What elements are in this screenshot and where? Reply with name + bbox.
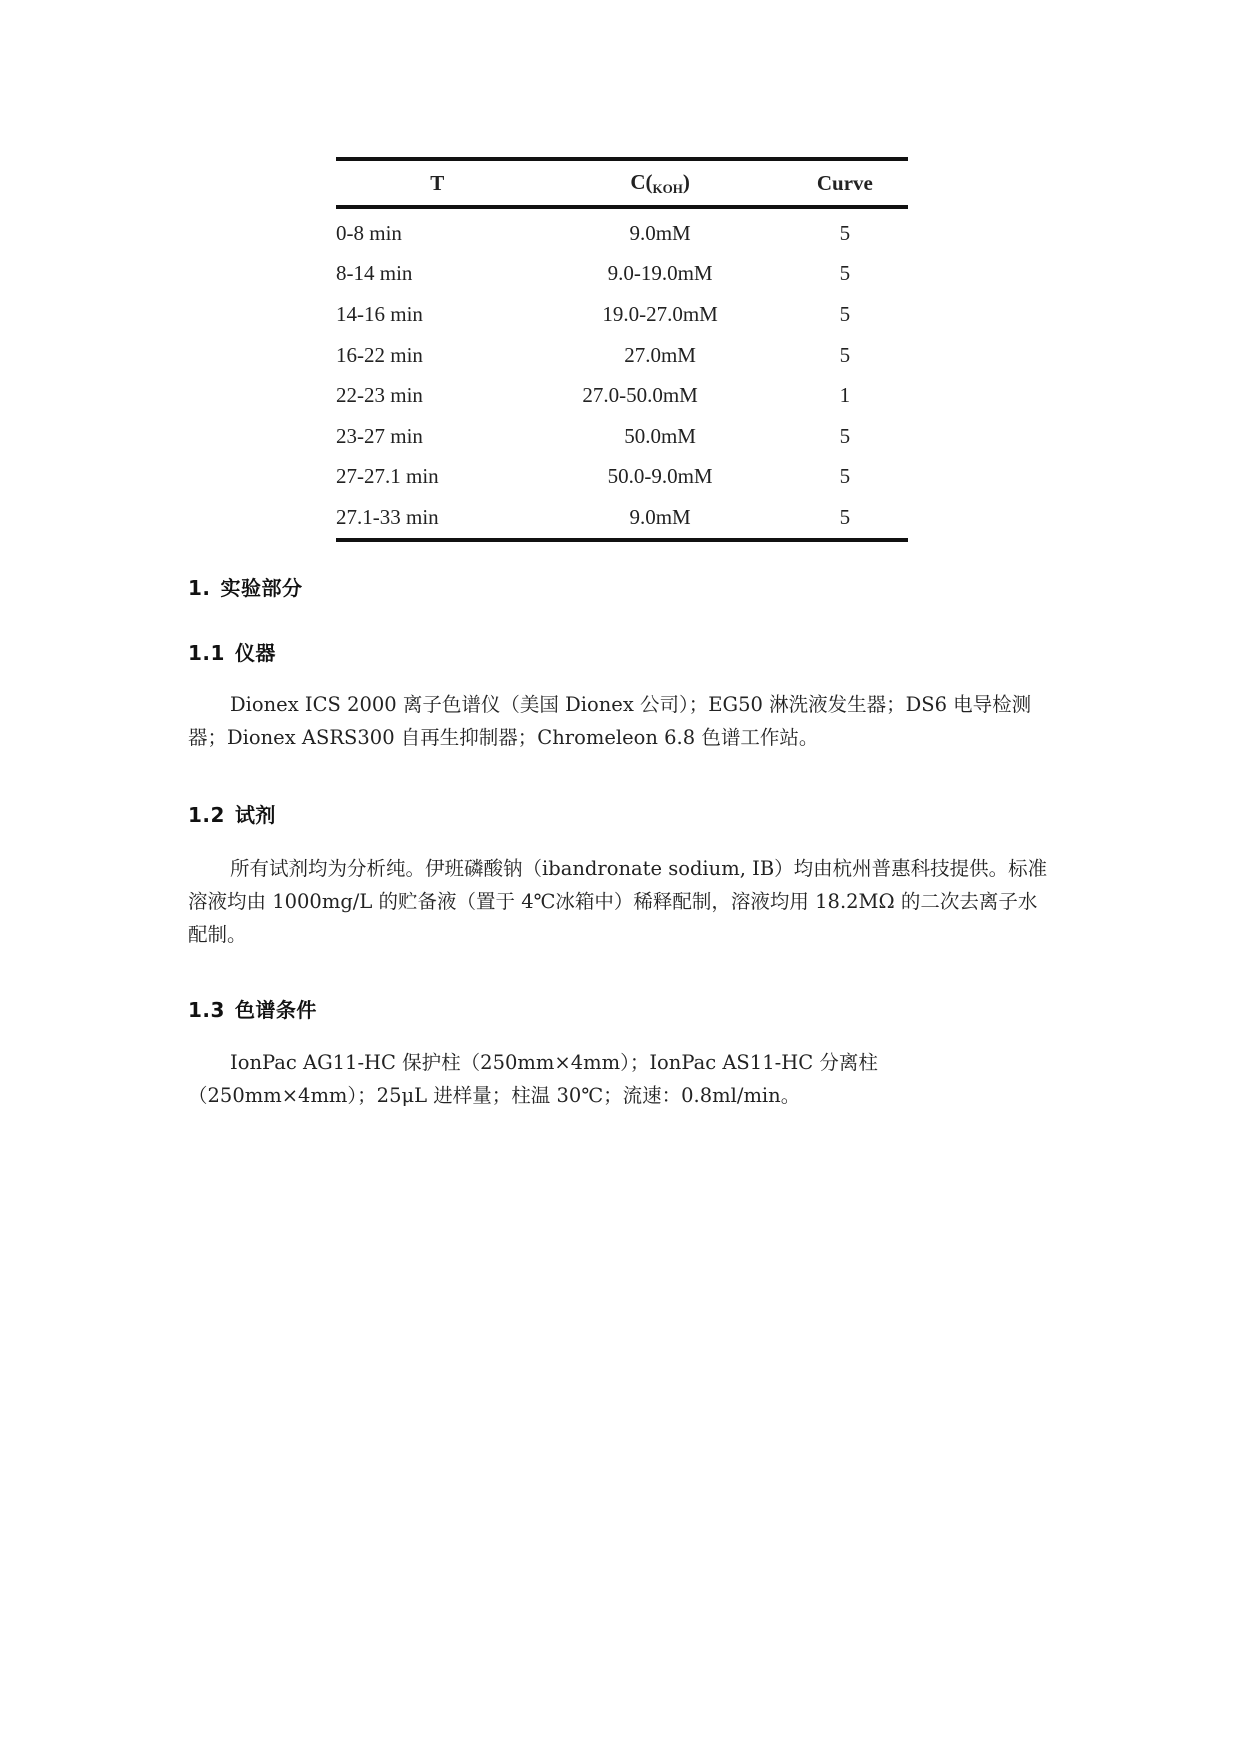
section-heading-chromatography [188, 994, 317, 1023]
cell-time: 14-16 min [336, 301, 423, 326]
cell-curve: 5 [839, 261, 851, 286]
table-row [336, 457, 908, 498]
cell-concentration: 9.0mM [629, 220, 691, 245]
section-number: 1.3 [188, 998, 225, 1022]
paragraph-chromatography: IonPac AG11-HC 保护柱（250mm×4mm）；IonPac AS11-HC 分离柱（250mm×4mm）；25μL 进样量；柱温 30℃；流速：0.8ml/min。 [188, 1051, 878, 1107]
cell-curve: 5 [839, 504, 851, 529]
header-concentration-close: ) [682, 169, 690, 194]
cell-concentration: 9.0mM [629, 504, 691, 529]
paragraph-instruments: Dionex ICS 2000 离子色谱仪（美国 Dionex 公司）；EG50 淋洗液发生器；DS6 电导检测器；Dionex ASRS300 自再生抑制器；Chromeleon 6.8 色谱工作站。 [188, 693, 1032, 749]
section-title: 色谱条件 [234, 998, 317, 1022]
cell-concentration: 19.0-27.0mM [602, 301, 718, 326]
gradient-table [336, 157, 908, 542]
table-body [336, 207, 908, 540]
header-concentration-main: C( [630, 169, 653, 194]
section-title: 试剂 [234, 803, 276, 827]
section-heading-instruments [188, 637, 276, 666]
table-row [336, 254, 908, 295]
cell-concentration: 50.0mM [624, 423, 696, 448]
table-row [336, 294, 908, 335]
section-title: 实验部分 [220, 576, 303, 600]
section-heading-experimental [188, 572, 303, 601]
cell-concentration: 27.0-50.0mM [582, 383, 698, 408]
cell-time: 27.1-33 min [336, 504, 439, 529]
section-number: 1.1 [188, 641, 225, 665]
cell-curve: 5 [839, 301, 851, 326]
header-time: T [430, 170, 445, 195]
cell-concentration: 9.0-19.0mM [607, 261, 713, 286]
cell-curve: 1 [839, 383, 851, 408]
cell-curve: 5 [839, 423, 851, 448]
section-heading-reagents [188, 799, 276, 828]
table-row [336, 207, 908, 254]
section-number: 1. [188, 576, 211, 600]
header-concentration [538, 159, 781, 207]
cell-time: 0-8 min [336, 220, 402, 245]
cell-concentration: 50.0-9.0mM [607, 464, 713, 489]
cell-concentration: 27.0mM [624, 342, 696, 367]
header-curve: Curve [816, 170, 873, 195]
cell-curve: 5 [839, 464, 851, 489]
table-row [336, 375, 908, 416]
cell-curve: 5 [839, 342, 851, 367]
table-row [336, 335, 908, 376]
cell-time: 27-27.1 min [336, 464, 439, 489]
cell-time: 8-14 min [336, 261, 413, 286]
section-title: 仪器 [234, 641, 276, 665]
cell-curve: 5 [839, 220, 851, 245]
cell-time: 16-22 min [336, 342, 423, 367]
table-header-row [336, 159, 908, 207]
header-concentration-subscript: KOH [652, 180, 683, 196]
gradient-table-container [336, 157, 908, 542]
paragraph-reagents: 所有试剂均为分析纯。伊班磷酸钠（ibandronate sodium, IB）均由杭州普惠科技提供。标准溶液均由 1000mg/L 的贮备液（置于 4℃冰箱中）稀释配制，溶液均用 18.2MΩ 的二次去离子水配制。 [188, 857, 1048, 946]
cell-time: 22-23 min [336, 383, 423, 408]
cell-time: 23-27 min [336, 423, 423, 448]
section-number: 1.2 [188, 803, 225, 827]
table-header [336, 159, 908, 207]
table-row [336, 497, 908, 540]
table-row [336, 416, 908, 457]
